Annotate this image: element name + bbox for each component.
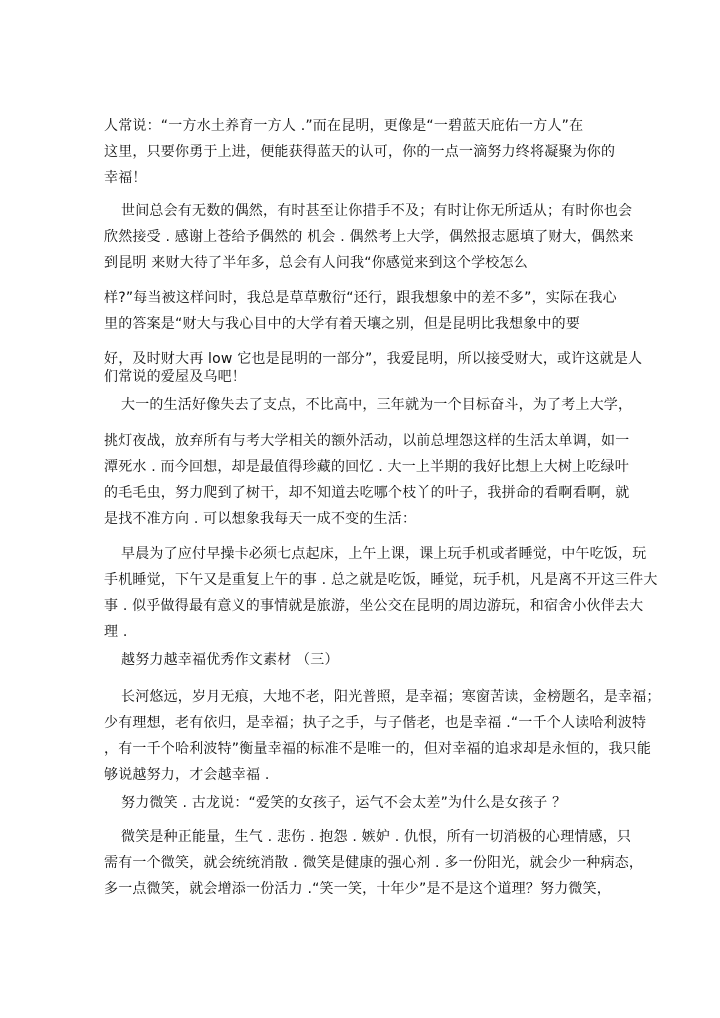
paragraph-2-line-7: 们常说的爱屋及乌吧！ <box>104 369 246 385</box>
paragraph-4-line-1: 早晨为了应付早操卡必须七点起床，上午上课，课上玩手机或者睡觉，中午吃饭，玩 <box>121 546 647 562</box>
paragraph-2-line-4: 样?”每当被这样问时，我总是草草敷衍“还行，跟我想象中的差不多”，实际在我心 <box>104 290 617 306</box>
paragraph-3-line-3: 潭死水 . 而今回想，却是最值得珍藏的回忆 . 大一上半期的我好比想上大树上吃绿叶 <box>104 459 629 475</box>
paragraph-3-line-1: 大一的生活好像失去了支点，不比高中，三年就为一个目标奋斗，为了考上大学， <box>121 397 633 413</box>
paragraph-2-line-2: 欣然接受 . 感谢上苍给予偶然的 机会 . 偶然考上大学，偶然报志愿填了财大，偶然来 <box>104 229 634 245</box>
paragraph-4-line-3: 事 . 似乎做得最有意义的事情就是旅游，坐公交在昆明的周边游玩，和宿舍小伙伴去大 <box>104 598 644 614</box>
paragraph-1-line-3: 幸福！ <box>104 170 147 186</box>
paragraph-7-line-3: 多一点微笑，就会增添一份活力 .“笑一笑，十年少”是不是这个道理？努力微笑， <box>104 881 612 897</box>
paragraph-7-line-1: 微笑是种正能量，生气 . 悲伤 . 抱怨 . 嫉妒 . 仇恨，所有一切消极的心理情感，只 <box>121 829 632 845</box>
paragraph-6-line-1: 努力微笑 . 古龙说：“爱笑的女孩子，运气不会太差”为什么是女孩子 ？ <box>121 795 567 811</box>
paragraph-3-line-4: 的毛毛虫，努力爬到了树干，却不知道去吃哪个枝丫的叶子，我拼命的看啊看啊，就 <box>104 485 630 501</box>
paragraph-1-line-2: 这里，只要你勇于上进，便能获得蓝天的认可，你的一点一滴努力终将凝聚为你的 <box>104 144 616 160</box>
paragraph-1-line-1: 人常说：“一方水土养育一方人 .”而在昆明，更像是“一碧蓝天庇佑一方人”在 <box>104 118 584 134</box>
paragraph-2-line-3: 到昆明 来财大待了半年多，总会有人问我“你感觉来到这个学校怎么 <box>104 255 528 271</box>
paragraph-2-line-1: 世间总会有无数的偶然，有时甚至让你措手不及；有时让你无所适从；有时你也会 <box>121 203 633 219</box>
paragraph-2-line-6: 好，及时财大再 low 它也是昆明的一部分”，我爱昆明，所以接受财大，或许这就是人 <box>104 351 643 367</box>
paragraph-2-line-5: 里的答案是“财大与我心目中的大学有着天壤之别，但是昆明比我想象中的要 <box>104 316 581 332</box>
paragraph-7-line-2: 需有一个微笑，就会统统消散 . 微笑是健康的强心剂 . 多一份阳光，就会少一种病态， <box>104 855 644 871</box>
paragraph-5-line-1: 长河悠远，岁月无痕，大地不老，阳光普照，是幸福；寒窗苦读，金榜题名，是幸福； <box>121 689 661 705</box>
paragraph-3-line-2: 挑灯夜战，放弃所有与考大学相关的额外活动，以前总埋怨这样的生活太单调，如一 <box>104 433 630 449</box>
paragraph-5-line-4: 够说越努力，才会越幸福 . <box>104 767 270 783</box>
paragraph-5-line-2: 少有理想，老有依归，是幸福；执子之手，与子偕老，也是幸福 .“一千个人读哈利波特 <box>104 715 647 731</box>
paragraph-3-line-5: 是找不准方向 . 可以想象我每天一成不变的生活： <box>104 511 417 527</box>
paragraph-4-line-4: 理 . <box>104 624 128 640</box>
section-heading: 越努力越幸福优秀作文素材 （三） <box>121 652 339 668</box>
paragraph-4-line-2: 手机睡觉，下午又是重复上午的事 . 总之就是吃饭，睡觉，玩手机，凡是离不开这三件大 <box>104 572 658 588</box>
paragraph-5-line-3: ，有一千个哈利波特”衡量幸福的标准不是唯一的，但对幸福的追求却是永恒的，我只能 <box>104 741 652 757</box>
